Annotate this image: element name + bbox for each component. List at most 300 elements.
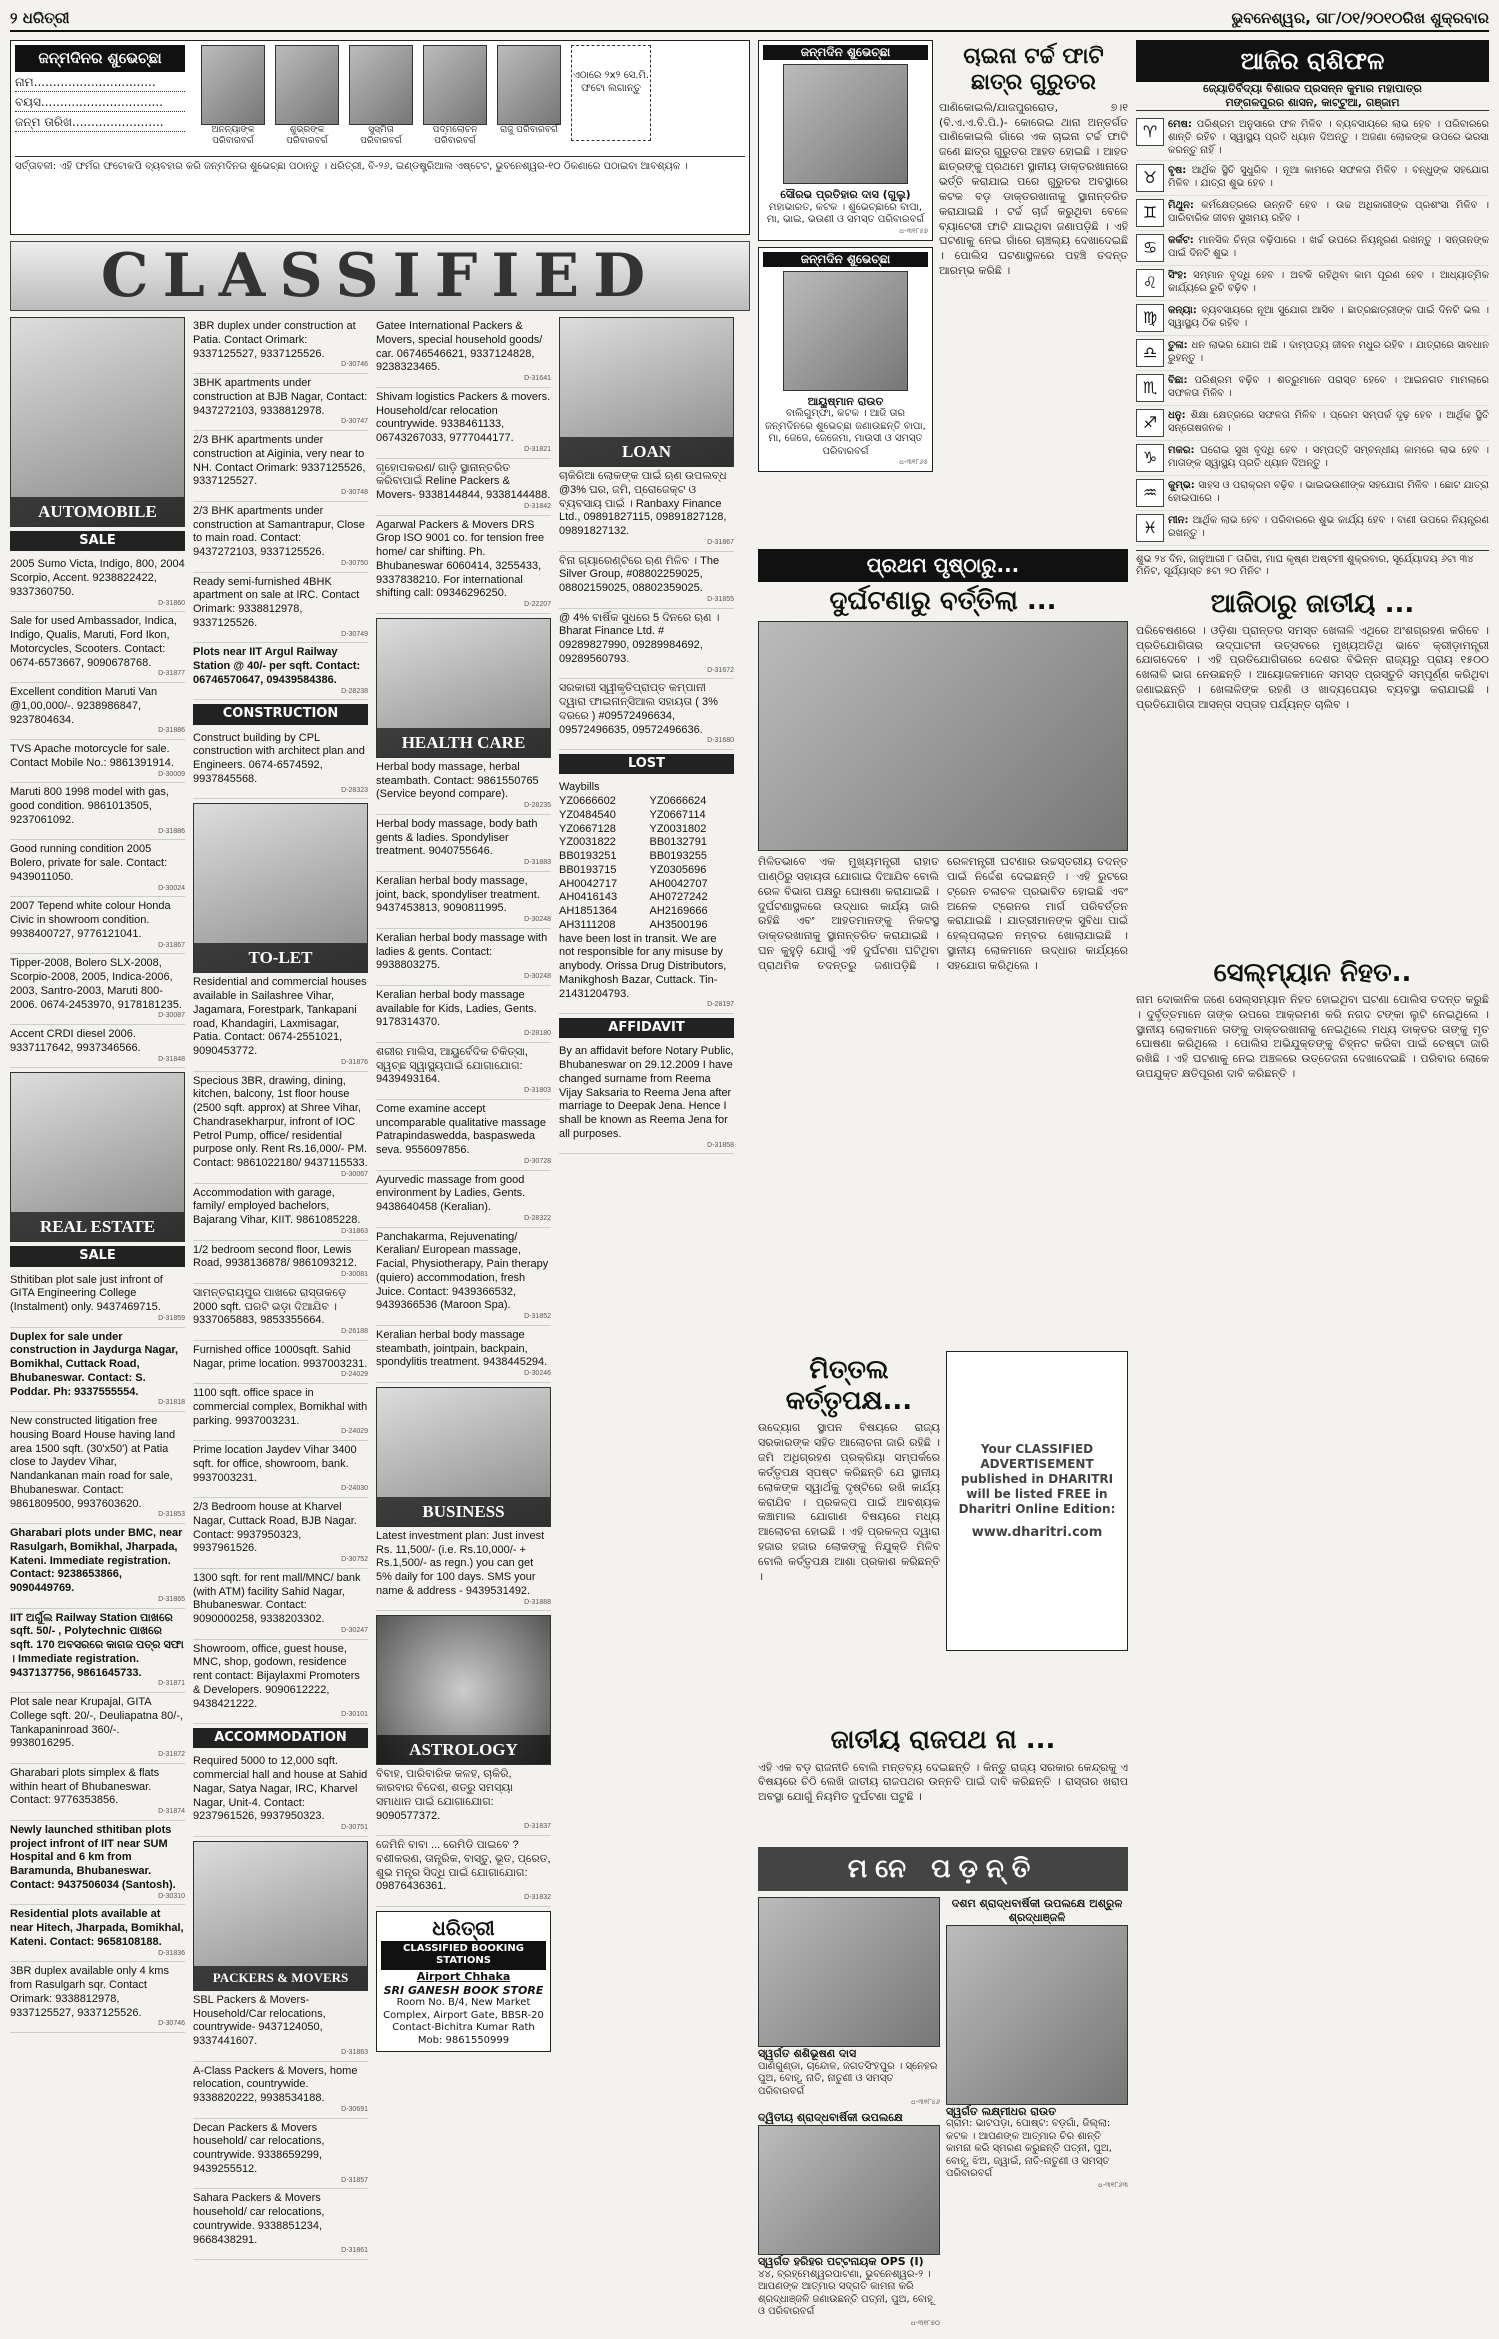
china-title: ଚାଇନା ଟର୍ଚ୍ଚ ଫାଟି ଛାତ୍ର ଗୁରୁତର — [963, 44, 1104, 96]
ad-code: D-30246 — [524, 1370, 551, 1377]
ad-text: Herbal body massage, body bath gents & ladies. Spondyliser treatment. 9040755646. — [376, 817, 538, 858]
ad-code: D-24029 — [341, 1428, 368, 1436]
ad-text: 1/2 bedroom second floor, Lewis Road, 9938136878/ 9861093212. — [193, 1243, 357, 1270]
ad-text: Specious 3BR, drawing, dining, kitchen, balcony, 1st floor house (2500 sqft. approx) at Shree Vihar, Chandrasekharpur, infront of IOC Petrol Pump, office/ residential purpose only. Rent Rs.16,000/- PM. Contact: 9861022180/ 9437115533. — [193, 1074, 368, 1169]
ad-code: D-30081 — [341, 1271, 368, 1278]
ad-text: Plots near IIT Argul Railway Station @ 40/- per sqft. Contact: 06746570647, 09439584386. — [193, 646, 361, 686]
booking-address: Room No. B/4, New Market Complex, Airport Gate, BBSR-20 — [383, 1997, 544, 2021]
rashi-text: ପରିଶ୍ରମ ବଢ଼ିବ । ଶତ୍ରୁମାନେ ପରାସ୍ତ ହେବେ । ଆଇନଗତ ମାମଲାରେ ସଫଳତା ମିଳିବ । — [1168, 374, 1489, 399]
kid-photo — [423, 45, 487, 125]
construction-ads — [193, 729, 368, 800]
automobile-label: AUTOMOBILE — [11, 497, 184, 526]
classified-ad — [193, 2062, 368, 2119]
classified-section — [10, 40, 750, 2330]
classified-ad — [376, 815, 551, 872]
ad-code: D-31672 — [707, 666, 734, 674]
health-care-label: HEALTH CARE — [377, 728, 550, 757]
classified-ad — [376, 986, 551, 1043]
kid-photo-card — [275, 45, 339, 148]
waybill-number: BB0193251 — [559, 850, 617, 862]
birthday-wishes — [758, 40, 933, 541]
apartment-ads — [193, 317, 368, 700]
classified-ad — [10, 1025, 185, 1068]
ad-code: D-28197 — [707, 1001, 734, 1009]
classified-ad — [193, 1441, 368, 1498]
rashi-text: ଶିକ୍ଷା କ୍ଷେତ୍ରରେ ସଫଳତା ମିଳିବ । ପ୍ରେମ ସମ୍ପର୍କ ଦୃଢ଼ ହେବ । ଆର୍ଥିକ ସ୍ଥିତି ସନ୍ତୋଷଜନକ । — [1168, 409, 1489, 434]
obituary-banner: ମନେ ପଡ଼ନ୍ତି — [758, 1847, 1128, 1892]
waybill-number: YZ0666624 — [649, 795, 707, 807]
ad-text: Construct building by CPL construction with architect plan and Engineers. 0674-6574592, 9937845568. — [193, 731, 365, 785]
rashiphala-location: ମଙ୍ଗଳପୁରର ଶାସନ, କାଟ୍ଟୁଆ, ଗଞ୍ଜାମ — [1136, 96, 1489, 111]
ad-code: D-30310 — [158, 1892, 185, 1900]
packers-image — [193, 1841, 368, 1991]
mittal-title: ମିତ୍ତଲ କର୍ତ୍ତୃପକ୍ଷ... — [785, 1354, 913, 1417]
rashi-name: ଧନୁ: — [1168, 409, 1191, 421]
china-text: ପାଣିକୋଇଲି/ଯାଜପୁରରୋଡ, ୭।୧ (ବି.ଏ.ଏ.ବି.ପି.)- କୋରେଇ ଥାନା ଅନ୍ତର୍ଗତ ପାଣିକୋଇଲି ଗାଁରେ ଏକ ଚାଇନା ଟର୍ଚ୍ଚ ଫାଟି ଜଣେ ଛାତ୍ର ଗୁରୁତର ଆହତ ହୋଇଛି । ଆହତ ଛାତ୍ରଙ୍କୁ ପ୍ରଥମେ ସ୍ଥାନୀୟ ଡାକ୍ତରଖାନାରେ ଭର୍ତ୍ତି କରାଯାଇ ପରେ ଗୁରୁତର ଅବସ୍ଥାରେ କଟକ ବଡ଼ ଡାକ୍ତରଖାନାକୁ ସ୍ଥାନାନ୍ତରିତ କରାଯାଇଛି । ଟର୍ଚ୍ଚ ଚାର୍ଜ କରୁଥିବା ବେଳେ ବ୍ୟାଟେରୀ ଫାଟି ଯାଇଥିବା ଜଣାପଡ଼ିଛି । ଏହି ଘଟଣାକୁ ନେଇ ଗାଁରେ ଚାଞ୍ଚଲ୍ୟ ଦେଖାଦେଇଛି । ପୋଲିସ ଘଟଣାସ୍ଥଳରେ ପହଞ୍ଚି ତଦନ୍ତ ଆରମ୍ଭ କରିଛି । — [939, 100, 1128, 278]
ad-code: D-30746 — [158, 2020, 185, 2028]
classified-col-3 — [376, 317, 551, 2317]
lost-footer: have been lost in transit. We are not responsible for any misuse by anybody. Orissa Drug Distributors, Manikghosh Bazar, Cuttack. Tin-21431204793. — [559, 932, 727, 1000]
form-terms: ସର୍ତ୍ତାବଳୀ: ଏହି ଫର୍ମର ଫଟୋକପି ବ୍ୟବହାର କରି ଜନ୍ମଦିନର ଶୁଭେଚ୍ଛା ପଠାନ୍ତୁ । ଧରିତ୍ରୀ, ବି-୨୬, ଇଣ୍ଡଷ୍ଟ୍ରିଆଲ ଏଷ୍ଟେଟ, ଭୁବନେଶ୍ୱର-୧୦ ଠିକଣାରେ ପଠାଇବା ଆବଶ୍ୟକ । — [15, 156, 745, 174]
health-care-ads — [376, 758, 551, 1383]
loan-image — [559, 317, 734, 467]
ad-text: Residential plots available at near Hitech, Jharpada, Bomikhal, Kateni. Contact: 9658108188. — [10, 1908, 184, 1948]
zodiac-icon: ♒ — [1136, 479, 1164, 507]
accommodation-ads — [193, 1752, 368, 1837]
sale-heading: SALE — [10, 531, 185, 551]
obituary-title: ଦଶମ ଶ୍ରାଦ୍ଧବାର୍ଷିକୀ ଉପଲକ୍ଷେ ଅଶ୍ରୁଳ ଶ୍ରଦ୍ଧାଞ୍ଜଳି — [951, 1897, 1123, 1924]
waybill-number: AH2169666 — [649, 905, 708, 917]
zodiac-icon: ♎ — [1136, 339, 1164, 367]
rashi-item — [1136, 371, 1489, 406]
rashi-text: ଆର୍ଥିକ ସ୍ଥିତି ସୁଧୁରିବ । ନୂଆ କାମରେ ସଫଳତା ମିଳିବ । ବନ୍ଧୁଙ୍କ ସହଯୋଗ ମିଳିବ । ଯାତ୍ରା ଶୁଭ ହେବ । — [1168, 164, 1489, 189]
ad-text: Ready semi-furnished 4BHK apartment on sale at IRC. Contact Orimark: 9338812978, 9337125526. — [193, 575, 360, 629]
kid-photo-card — [349, 45, 413, 148]
news-section — [758, 40, 1128, 2330]
ad-text: Gharabari plots simplex & flats within heart of Bhubaneswar. Contact: 9776353856. — [10, 1766, 160, 1807]
classified-ad — [10, 954, 185, 1025]
zodiac-icon: ♊ — [1136, 199, 1164, 227]
ad-text: Gharabari plots under BMC, near Rasulgarh, Bomikhal, Jharpada, Kateni. Immediate registration. Contact: 9238653866, 9090449769. — [10, 1527, 183, 1594]
health-care-image — [376, 618, 551, 758]
classified-ad — [193, 573, 368, 644]
classified-ad — [10, 555, 185, 612]
ad-code: D-31858 — [707, 1141, 734, 1149]
classified-col-4 — [559, 317, 734, 2317]
classified-col-2 — [193, 317, 368, 2317]
ad-code: D-31863 — [341, 2048, 368, 2056]
lost-waybill-list — [559, 795, 734, 933]
lost-prefix: Waybills — [559, 781, 600, 794]
classified-ad — [376, 1171, 551, 1228]
classified-ad — [559, 609, 734, 680]
real-estate-image — [10, 1072, 185, 1242]
ad-text: Sale for used Ambassador, Indica, Indigo, Qualis, Maruti, Ford Ikon, Motorcycles, Scooters. Contact: 0674-6573667, 9090678768. — [10, 615, 177, 669]
ad-code: D-30009 — [158, 770, 185, 778]
classified-ad — [193, 1498, 368, 1569]
kid-caption: ପଦ୍ମଲୋଚନ ପରିବାରବର୍ଗ — [432, 125, 478, 147]
classified-ad — [376, 1527, 551, 1612]
rashi-text: ଧନ ଲାଭର ଯୋଗ ଅଛି । ଦାମ୍ପତ୍ୟ ଜୀବନ ମଧୁର ରହିବ । ଯାତ୍ରାରେ ସାବଧାନ ରୁହନ୍ତୁ । — [1168, 339, 1489, 364]
ad-text: 2/3 Bedroom house at Kharvel Nagar, Cuttack Road, BJB Nagar. Contact: 9937950323, 9937961526. — [193, 1501, 357, 1555]
obituary-photo — [758, 2125, 940, 2255]
ad-code: D-30101 — [341, 1711, 368, 1719]
ad-text: Prime location Jaydev Vihar 3400 sqft. for office, showroom, bank. 9937003231. — [193, 1444, 357, 1484]
ad-code: D-31842 — [524, 502, 551, 510]
ad-code: D-30749 — [341, 630, 368, 638]
form-field-age[interactable]: ବୟସ................................ — [15, 92, 185, 112]
to-let-image — [193, 803, 368, 973]
waybill-number: AH0727242 — [649, 891, 708, 904]
obituary-code: ଧ-୩୧୮୬୩ — [1098, 2180, 1128, 2189]
classified-ad — [193, 1640, 368, 1725]
ad-text: Keralian herbal body massage with ladies & gents. Contact: 9938803275. — [376, 931, 548, 972]
ad-code: D-30087 — [158, 1012, 185, 1020]
zodiac-icon: ♈ — [1136, 118, 1164, 146]
rashi-item — [1136, 266, 1489, 301]
highway-title: ଜାତୀୟ ରାଜପଥ ନା ... — [830, 1725, 1056, 1756]
classified-ad — [10, 612, 185, 683]
business-image — [376, 1387, 551, 1527]
zodiac-icon: ♋ — [1136, 234, 1164, 262]
classified-col-1 — [10, 317, 185, 2317]
ad-code: D-30248 — [524, 916, 551, 923]
booking-store: SRI GANESH BOOK STORE — [383, 1983, 544, 1997]
ad-text: Herbal body massage, herbal steambath. Contact: 9861550765 (Service beyond compare). — [376, 760, 539, 801]
cellman-title: ସେଲ୍‌ମ୍ୟାନ ନିହତ.. — [1213, 957, 1412, 988]
classified-ad — [10, 683, 185, 740]
accident-photo — [758, 621, 1128, 851]
lost-notice — [559, 778, 734, 1014]
ad-text: Sthitiban plot sale just infront of GITA Engineering College (Instalment) only. 9437469715. — [10, 1273, 163, 1313]
zodiac-icon: ♑ — [1136, 444, 1164, 472]
ad-text: @ 4% ବାର୍ଷିକ ସୁଧରେ 5 ଦିନରେ ଋଣ । Bharat Finance Ltd. # 09289827990, 09289984692, 09289560793. — [559, 611, 720, 665]
wish-title: ଜନ୍ମଦିନ ଶୁଭେଚ୍ଛା — [763, 252, 928, 267]
kid-caption: ଶୁଭ୍ରଙ୍କ ପରିବାରବର୍ଗ — [286, 125, 328, 147]
real-estate-label: REAL ESTATE — [11, 1212, 184, 1241]
ad-code: D-30748 — [341, 489, 368, 496]
ad-text: ସାମନ୍ତରାୟପୁର ପାଖରେ ରାସ୍ତାକଡ଼େ 2000 sqft. ଘରଟି ଭଡ଼ା ଦିଆଯିବ । 9337065883, 9853355664. — [193, 1286, 347, 1327]
classified-ad — [10, 1412, 185, 1524]
ad-text: ବିନା ଗ୍ୟାରେଣ୍ଟିରେ ଋଣ ମିଳିବ । The Silver Group, #08802259025, 08802159025, 08802359025. — [559, 554, 720, 594]
classified-ad — [193, 729, 368, 800]
ad-code: D-31877 — [158, 670, 185, 678]
classified-ad — [10, 1821, 185, 1906]
rashiphala-title: ଆଜିର ରାଶିଫଳ — [1136, 40, 1489, 82]
ad-text: 3BR duplex available only 4 kms from Rasulgarh sqr. Contact Orimark: 9338812978, 9337125527, 9337125526. — [10, 1965, 169, 2019]
rashi-name: ମେଷ: — [1168, 118, 1197, 130]
classified-ad — [376, 388, 551, 459]
classified-ad — [193, 643, 368, 700]
ad-text: 2005 Sumo Victa, Indigo, 800, 2004 Scorpio, Accent. 9238822422, 9337360750. — [10, 558, 185, 598]
rashi-item — [1136, 196, 1489, 231]
classified-ad — [193, 1384, 368, 1441]
form-field-name[interactable]: ନାମ................................ — [15, 72, 185, 92]
ad-text: Maruti 800 1998 model with gas, good condition. 9861013505, 9237061092. — [10, 786, 169, 826]
kid-photo-card — [423, 45, 487, 148]
ad-text: Keralian herbal body massage steambath, jointpain, backpain, spondylitis treatment. 9438445294. — [376, 1328, 548, 1369]
classified-ad — [10, 1905, 185, 1962]
ad-code: D-31876 — [341, 1058, 368, 1066]
ad-text: 2/3 BHK apartments under construction at Aiginia, very near to NH. Contact Orimark: 9337125526, 9337125527. — [193, 434, 366, 488]
affidavit-text: By an affidavit before Notary Public, Bhubaneswar on 29.12.2009 I have changed surname from Reema Vijay Saksaria to Reema Jena after marriage to Deepak Jena. Hence I shall be known as Reema Jena for all purposes. — [559, 1045, 734, 1140]
ad-code: D-31871 — [158, 1680, 185, 1688]
classified-ad — [193, 1241, 368, 1284]
ad-code: D-31680 — [707, 737, 734, 745]
free-note-url[interactable]: www.dharitri.com — [971, 1524, 1103, 1540]
ad-text: Come examine accept uncomparable qualitative massage Patrapindaswedda, baspasweda seva. 9556097856. — [376, 1102, 546, 1156]
classified-ad — [376, 929, 551, 986]
ad-text: ଜେମିନି ବାବା ... ରେମିଡି ପାଇବେ ? ବଶୀକରଣ, ତାନ୍ତ୍ରିକ, ବାସ୍ତୁ, ଭୂତ, ପ୍ରେତ, ଶୁଭ ମନ୍ତ୍ର ସିଦ୍ଧି ପାଇଁ ଯୋଗାଯୋଗ: 09876436361. — [376, 1839, 551, 1893]
ad-code: D-31857 — [341, 2176, 368, 2184]
birthday-form — [10, 40, 750, 235]
ad-text: SBL Packers & Movers-Household/Car relocations, countrywide- 9437124050, 9337441607. — [193, 1993, 326, 2047]
classified-ad — [10, 1764, 185, 1821]
wish-text: ମହାଭାରତ, କଟକ । ଶୁଭେଚ୍ଛାରେ ବାପା, ମା, ଭାଇ, ଭଉଣୀ ଓ ସମସ୍ତ ପରିବାରବର୍ଗ — [766, 201, 925, 226]
zodiac-icon: ♉ — [1136, 164, 1164, 192]
wish-code: ଧ-୩୧୮୫୭ — [899, 226, 928, 235]
loan-ads — [559, 467, 734, 750]
national-title: ଆଜିଠାରୁ ଜାତୀୟ ... — [1210, 588, 1415, 619]
wish-photo — [783, 271, 908, 391]
ad-text: ଗୃହୋପକରଣ/ ଗାଡ଼ି ସ୍ଥାନାନ୍ତରିତ କରିବାପାଇଁ Reline Packers & Movers- 9338144844, 9338144488. — [376, 461, 551, 501]
automobile-image — [10, 317, 185, 527]
rashiphala-section — [1136, 40, 1489, 2330]
classified-ad — [376, 459, 551, 516]
kid-photo-card — [201, 45, 265, 148]
ad-code: D-30024 — [158, 884, 185, 892]
classified-ad — [559, 552, 734, 609]
ad-code: D-28238 — [341, 687, 368, 695]
ad-text: ଶରୀର ମାଲିସ, ଆୟୁର୍ବେଦିକ ଚିକିତ୍ସା, ସ୍ୱଚ୍ଛ ସ୍ୱାସ୍ଥ୍ୟପାଇଁ ଯୋଗାଯୋଗ: 9439493164. — [376, 1045, 528, 1086]
ad-code: D-31803 — [524, 1087, 551, 1094]
classified-ad — [193, 431, 368, 502]
rashi-text: କର୍ମକ୍ଷେତ୍ରରେ ଉନ୍ନତି ହେବ । ଉଚ୍ଚ ଅଧିକାରୀଙ୍କ ପ୍ରଶଂସା ମିଳିବ । ପାରିବାରିକ ଜୀବନ ସୁଖମୟ ରହିବ । — [1168, 199, 1489, 224]
ad-code: D-30750 — [341, 559, 368, 567]
ad-text: A-Class Packers & Movers, home relocation, countrywide. 9338820222, 9938534188. — [193, 2064, 358, 2104]
rashi-text: ଘରୋଇ ସୁଖ ବୃଦ୍ଧି ହେବ । ସମ୍ପତ୍ତି ସମ୍ବନ୍ଧୀୟ କାମରେ ଲାଭ ହେବ । ମାତାଙ୍କ ସ୍ୱାସ୍ଥ୍ୟ ପ୍ରତି ଧ୍ୟାନ ଦିଅନ୍ତୁ । — [1168, 444, 1489, 469]
waybill-number: AH3500196 — [649, 918, 708, 931]
ad-text: 2007 Tepend white colour Honda Civic in showroom condition. 9938400727, 9776121041. — [10, 900, 171, 940]
rashi-item — [1136, 406, 1489, 441]
ad-text: Sahara Packers & Movers household/ car relocations, countrywide. 9338851234, 9668438291. — [193, 2192, 325, 2246]
photo-placeholder: ଏଠାରେ ୨x୨ ସେ.ମି. ଫଟୋ ଲଗାନ୍ତୁ — [571, 45, 651, 141]
rashi-item — [1136, 336, 1489, 371]
classified-ad — [10, 783, 185, 840]
rashi-name: ସିଂହ: — [1168, 269, 1194, 281]
ad-code: D-28322 — [524, 1214, 551, 1222]
waybill-number: YZ0667114 — [649, 808, 706, 821]
ad-code: D-30247 — [341, 1626, 368, 1634]
ad-text: Furnished office 1000sqft. Sahid Nagar, prime location. 9937003231. — [193, 1343, 368, 1370]
classified-banner: CLASSIFIED — [10, 241, 750, 311]
rashi-name: କୁମ୍ଭ: — [1168, 479, 1199, 491]
movers-ads — [376, 317, 551, 614]
ad-code: D-31821 — [524, 445, 551, 453]
waybill-number: YZ0031822 — [559, 836, 616, 849]
ad-code: D-31836 — [158, 1949, 185, 1957]
free-online-note — [946, 1351, 1128, 1721]
ad-code: D-30752 — [341, 1556, 368, 1563]
rashi-item — [1136, 161, 1489, 196]
obituary-code: ଧ-୩୧୮୭୦ — [910, 2318, 940, 2327]
wish-text: ବାଲିଗୁମ୍ଫା, କଟକ । ଆଜି ତାର ଜନ୍ମଦିନରେ ଶୁଭେଚ୍ଛା ଜଣାଉଛନ୍ତି ବାପା, ମା, ଜେଜେ, ଜେଜେମା, ମାଉସୀ ଓ ସମସ୍ତ ପରିବାରବର୍ଗ — [765, 408, 926, 457]
ad-code: D-31818 — [158, 1399, 185, 1407]
kid-caption: ରାଜୁ ପରିବାରବର୍ଗ — [500, 125, 558, 135]
rashi-name: କନ୍ୟା: — [1168, 304, 1202, 316]
waybill-number: BB0193715 — [559, 863, 617, 876]
rashi-item — [1136, 511, 1489, 546]
ad-text: Accommodation with garage, family/ employed bachelors, Bajarang Vihar, KIIT. 9861085228. — [193, 1186, 361, 1226]
ad-code: D-22207 — [524, 601, 551, 608]
accident-text: ମିଳିତଭାବେ ଏକ ମୁଖ୍ୟମନ୍ତ୍ରୀ ରାହାତ ପାଣ୍ଠିରୁ ସହାୟତା ଯୋଗାଇ ଦିଆଯିବ ବୋଲି ରେଳ ବିଭାଗ ପକ୍ଷରୁ ଘୋଷଣା କରାଯାଇଛି । ଦୁର୍ଘଟଣାସ୍ଥଳରେ ଉଦ୍ଧାର କାର୍ଯ୍ୟ ଜାରି ରହିଛି ଏବଂ ଆହତମାନଙ୍କୁ ନିକଟସ୍ଥ ଡାକ୍ତରଖାନାକୁ ସ୍ଥାନାନ୍ତରିତ କରାଯାଇଛି । ଘନ କୁହୁଡ଼ି ଯୋଗୁଁ ଏହି ଦୁର୍ଘଟଣା ଘଟିଥିବା ପ୍ରାଥମିକ ତଦନ୍ତରୁ ଜଣାପଡ଼ିଛି । ରେଳମନ୍ତ୍ରୀ ଘଟଣାର ଉଚ୍ଚସ୍ତରୀୟ ତଦନ୍ତ ପାଇଁ ନିର୍ଦ୍ଦେଶ ଦେଇଛନ୍ତି । ଏହି ରୁଟରେ ଟ୍ରେନ ଚଳାଚଳ ପ୍ରଭାବିତ ହୋଇଛି ଏବଂ ଅନେକ ଟ୍ରେନର ମାର୍ଗ ପରିବର୍ତ୍ତନ କରାଯାଇଛି । ଯାତ୍ରୀମାନଙ୍କ ସୁବିଧା ପାଇଁ ହେଲ୍ପଲାଇନ ନମ୍ବର ଖୋଲାଯାଇଛି । ସ୍ଥାନୀୟ ଲୋକମାନେ ଉଦ୍ଧାର କାର୍ଯ୍ୟରେ ସହଯୋଗ କରିଥିଲେ । — [758, 854, 1128, 972]
ad-text: Duplex for sale under construction in Jaydurga Nagar, Bomikhal, Cuttack Road, Bhubaneswar. Contact: S. Poddar. Ph: 9337555554. — [10, 1330, 179, 1398]
rashi-text: ଆର୍ଥିକ ଲାଭ ହେବ । ପରିବାରରେ ଶୁଭ କାର୍ଯ୍ୟ ହେବ । ବାଣୀ ଉପରେ ନିୟନ୍ତ୍ରଣ ରଖନ୍ତୁ । — [1168, 514, 1489, 539]
waybill-number: YZ0031802 — [649, 822, 707, 835]
zodiac-icon: ♓ — [1136, 514, 1164, 542]
business-ads — [376, 1527, 551, 1612]
ad-text: Required 5000 to 12,000 sqft. commercial hall and house at Sahid Nagar, Satya Nagar, IRC, Kharvel Nagar, Unit-4. Contact: 9237961526, 9937950323. — [193, 1755, 368, 1823]
ad-code: D-30751 — [341, 1824, 368, 1831]
ad-code: D-31853 — [158, 1511, 185, 1519]
ad-text: Newly launched sthitiban plots project infront of IIT near SUM Hospital and 6 km from Baramunda, Bhubaneswar. Contact: 9437506034 (Santosh). — [10, 1823, 176, 1891]
booking-contact: Contact-Bichitra Kumar Rath Mob: 9861550999 — [392, 2022, 535, 2046]
ad-code: D-26188 — [341, 1328, 368, 1335]
rashi-name: ତୁଳା: — [1168, 339, 1192, 351]
rashi-text: ବ୍ୟବସାୟରେ ନୂଆ ସୁଯୋଗ ଆସିବ । ଛାତ୍ରଛାତ୍ରୀଙ୍କ ପାଇଁ ଦିନଟି ଭଲ । ସ୍ୱାସ୍ଥ୍ୟ ଠିକ ରହିବ । — [1168, 304, 1489, 329]
wish-name: ସୌରଭ ପ୍ରତିହାର ଦାସ (ଗୁଲୁ) — [780, 188, 911, 201]
ad-code: D-28235 — [524, 802, 551, 809]
ad-text: Residential and commercial houses available in Sailashree Vihar, Jagamara, Forestpark, Tankapani road, Khandagiri, Laxmisagar, Patia. Contact: 0674-2551021, 9090453772. — [193, 976, 367, 1057]
zodiac-icon: ♍ — [1136, 304, 1164, 332]
birthday-wish-card — [758, 247, 933, 473]
obituary-right — [946, 1897, 1128, 2327]
waybill-number: YZ0305696 — [649, 863, 707, 876]
loan-label: LOAN — [560, 437, 733, 466]
dateline: ଭୁବନେଶ୍ୱର, ତା୮/୦୧/୨୦୧୦ରିଖ ଶୁକ୍ରବାର — [1231, 8, 1489, 27]
rashi-text: ସମ୍ମାନ ବୃଦ୍ଧି ହେବ । ଅଟକି ରହିଥିବା କାମ ପୂରଣ ହେବ । ଆଧ୍ୟାତ୍ମିକ କାର୍ଯ୍ୟରେ ରୁଚି ବଢ଼ିବ । — [1168, 269, 1489, 294]
ad-text: TVS Apache motorcycle for sale. Contact Mobile No.: 9861391914. — [10, 743, 174, 769]
ad-text: 3BHK apartments under construction at BJB Nagar, Contact: 9437272103, 9338812978. — [193, 377, 368, 417]
real-estate-ads — [10, 1271, 185, 2034]
birthday-wish-card — [758, 40, 933, 241]
ad-text: Keralian herbal body massage, joint, back, spondyliser treatment. 9437453813, 9090811995. — [376, 874, 540, 915]
waybill-number: AH0042717 — [559, 877, 618, 890]
ad-text: Accent CRDI diesel 2006. 9337117642, 9937346566. — [10, 1028, 141, 1054]
rashi-text: ପରିଶ୍ରମ ଅନୁସାରେ ଫଳ ମିଳିବ । ବ୍ୟବସାୟରେ ଲାଭ ହେବ । ପରିବାରରେ ଶାନ୍ତି ରହିବ । ସ୍ୱାସ୍ଥ୍ୟ ପ୍ରତି ଧ୍ୟାନ ଦିଅନ୍ତୁ । ଅଜଣା ଲୋକଙ୍କ ଉପରେ ଭରସା କରନ୍ତୁ ନାହିଁ । — [1168, 118, 1489, 156]
ad-code: D-31865 — [158, 1595, 185, 1603]
ad-code: D-31886 — [158, 827, 185, 835]
ad-text: ସରକାରୀ ସ୍ୱୀକୃତିପ୍ରାପ୍ତ କମ୍ପାନୀ ଦ୍ୱାରା ଫାଇନାନ୍ସିଆଲ ସହାୟତା ( 3% ଦରରେ ) #09572496634, 09572496635, 09572496636. — [559, 682, 718, 736]
classified-ad — [376, 872, 551, 929]
free-note-text: Your CLASSIFIED ADVERTISEMENT published in DHARITRI will be listed FREE in Dharitri Online Edition: — [958, 1441, 1116, 1516]
ad-text: Shivam logistics Packers & movers. Household/car relocation countrywide. 9338461133, 06743267033, 9777044177. — [376, 390, 551, 444]
ad-code: D-31883 — [524, 859, 551, 866]
classified-ad — [10, 1524, 185, 1609]
mittal-story — [758, 1351, 940, 1721]
ad-code: D-31874 — [158, 1808, 185, 1815]
birthday-form-title: ଜନ୍ମଦିନର ଶୁଭେଚ୍ଛା — [15, 45, 185, 72]
classified-ad — [376, 1043, 551, 1100]
free-listing-box — [946, 1351, 1128, 1651]
ad-code: D-31860 — [158, 599, 185, 607]
ad-code: D-30728 — [524, 1157, 551, 1165]
astrology-ads — [376, 1765, 551, 1907]
ad-code: D-31867 — [707, 538, 734, 546]
rashi-name: ବିଛା: — [1168, 374, 1195, 386]
cellman-text: ନାମ ଦୋକାନିକ ଜଣେ ସେଲ୍‌ସମ୍ୟାନ ନିହତ ହୋଇଥିବା ଘଟଣା ପୋଲିସ ତଦନ୍ତ କରୁଛି । ଦୁର୍ବୃତ୍ତମାନେ ତାଙ୍କ ଉପରେ ଆକ୍ରମଣ କରି ନଗଦ ଟଙ୍କା ଲୁଟି ନେଇଥିଲେ । ସ୍ଥାନୀୟ ଲୋକମାନେ ତାଙ୍କୁ ଡାକ୍ତରଖାନାକୁ ନେଇଥିଲେ ମଧ୍ୟ ଡାକ୍ତର ତାଙ୍କୁ ମୃତ ଘୋଷଣା କରିଥିଲେ । ପୋଲିସ ଅଭିଯୁକ୍ତଙ୍କୁ ଚିହ୍ନଟ କରିବା ପାଇଁ ଚେଷ୍ଟା ଜାରି ରଖିଛି । ଏହି ଘଟଣାକୁ ନେଇ ଅଞ୍ଚଳରେ ଉତ୍ତେଜନା ଦେଖାଦେଇଛି । ପରିବାର ଲୋକେ ଉପଯୁକ୍ତ କ୍ଷତିପୂରଣ ଦାବି କରିଛନ୍ତି । — [1136, 992, 1489, 1081]
ad-code: D-30067 — [341, 1170, 368, 1178]
rashi-name: ମିଥୁନ: — [1168, 199, 1202, 211]
classified-ad — [376, 758, 551, 815]
classified-ad — [376, 1326, 551, 1383]
obituary-photo — [946, 1925, 1128, 2105]
booking-station: Airport Chhaka — [416, 1969, 511, 1983]
classified-ad — [10, 1271, 185, 1328]
ad-text: Tipper-2008, Bolero SLX-2008, Scorpio-2008, 2005, Indica-2006, 2003, Santro-2003, Maruti 800-2006. 0674-2453970, 9178181235. — [10, 957, 182, 1011]
classified-ad — [193, 317, 368, 374]
rashi-item — [1136, 441, 1489, 476]
zodiac-icon: ♏ — [1136, 374, 1164, 402]
ad-text: IIT ଅର୍ଗୁଲ Railway Station ପାଖରେ sqft. 50/- , Polytechnic ପାଖରେ sqft. 170 ଅବସରରେ କାଗଜ ପତ୍ର ସଫା । Immediate registration. 9437137756, 9861645733. — [10, 1611, 184, 1679]
ad-text: 1100 sqft. office space in commercial complex, Bomikhal with parking. 9937003231. — [193, 1387, 368, 1427]
classified-ad — [10, 740, 185, 783]
national-text: ପରିବେଷଣରେ । ଓଡ଼ିଶା ପ୍ରାନ୍ତର ସମସ୍ତ ଖେଳାଳି ଏଥିରେ ଅଂଶଗ୍ରହଣ କରିବେ । ପ୍ରତିଯୋଗିତାର ଉଦ୍‌ଘାଟନୀ ଉତ୍ସବରେ ମୁଖ୍ୟଅତିଥି ଭାବେ କ୍ରୀଡ଼ାମନ୍ତ୍ରୀ ଯୋଗଦେବେ । ଏହି ପ୍ରତିଯୋଗିତାରେ ଦେଶର ବିଭିନ୍ନ ରାଜ୍ୟରୁ ପ୍ରାୟ ୧୫୦୦ ଖେଳାଳି ଭାଗ ନେଉଛନ୍ତି । ଆୟୋଜକମାନେ ସମସ୍ତ ପ୍ରସ୍ତୁତି ସମ୍ପୂର୍ଣ୍ଣ କରିଥିବା ଜଣାଇଛନ୍ତି । ଖେଳାଳିଙ୍କ ରହଣି ଓ ଖାଦ୍ୟପେୟର ବ୍ୟବସ୍ଥା କରାଯାଇଛି । ପ୍ରତିଯୋଗିତା ଆସନ୍ତା ସପ୍ତାହ ପର୍ଯ୍ୟନ୍ତ ଚାଲିବ । — [1136, 623, 1489, 711]
ad-code: D-31832 — [524, 1894, 551, 1901]
rashi-text: ସାହସ ଓ ପରାକ୍ରମ ବଢ଼ିବ । ଭାଇଭଉଣୀଙ୍କ ସହଯୋଗ ମିଳିବ । ଛୋଟ ଯାତ୍ରା ହୋଇପାରେ । — [1168, 479, 1489, 504]
kid-photo — [275, 45, 339, 125]
ad-text: Latest investment plan: Just invest Rs. 11,500/- (i.e. Rs.10,000/- + Rs.1,500/- as regn.) you can get 5% daily for 100 days. SMS your name & address - 9439531492. — [376, 1529, 545, 1597]
rashi-name: ମୀନ: — [1168, 514, 1193, 526]
classified-ad — [10, 1693, 185, 1764]
highway-text: ଏହି ଏକ ବଡ଼ ରାଜନୀତି ବୋଲି ମନ୍ତବ୍ୟ ଦେଇଛନ୍ତି । କିନ୍ତୁ ରାଜ୍ୟ ସରକାର କେନ୍ଦ୍ରକୁ ଏ ବିଷୟରେ ଚିଠି ଲେଖି ଜାତୀୟ ରାଜପଥର ଉନ୍ନତି ପାଇଁ ଦାବି କରିଛନ୍ତି । ରାସ୍ତାର ଖରାପ ଅବସ୍ଥା ଯୋଗୁଁ ନିୟମିତ ଦୁର୍ଘଟଣା ଘଟୁଛି । — [758, 1760, 1128, 1804]
classified-ad — [376, 516, 551, 614]
ad-code: D-31848 — [158, 1055, 185, 1063]
form-field-dob[interactable]: ଜନ୍ମ ତାରିଖ........................ — [15, 112, 185, 132]
ad-text: 2/3 BHK apartments under construction at Samantrapur, Close to main road. Contact: 9437272103, 9337125526. — [193, 504, 365, 558]
classified-ad — [376, 1100, 551, 1171]
obituary-name: ସ୍ୱର୍ଗତ ଶଶିଭୂଷଣ ଦାସ — [758, 2047, 857, 2061]
ad-text: Gatee International Packers & Movers, special household goods/ car. 06746546621, 9337124828, 9238323465. — [376, 320, 543, 374]
obituary-left — [758, 1897, 940, 2327]
ad-text: Keralian herbal body massage available for Kids, Ladies, Gents. 9178314370. — [376, 988, 537, 1029]
ad-code: D-30248 — [524, 973, 551, 980]
ad-text: Ayurvedic massage from good environment by Ladies, Gents. 9438640458 (Keralian). — [376, 1173, 526, 1213]
dharitri-logo: ଧରିତ୍ରୀ — [432, 1915, 495, 1940]
ad-code: D-28180 — [524, 1030, 551, 1037]
rashi-text: ମାନସିକ ଚିନ୍ତା ବଢ଼ିପାରେ । ଖର୍ଚ୍ଚ ଉପରେ ନିୟନ୍ତ୍ରଣ ରଖନ୍ତୁ । ସନ୍ତାନଙ୍କ ପାଇଁ ଦିନଟି ଶୁଭ । — [1168, 234, 1489, 259]
classified-ad — [193, 2189, 368, 2260]
waybill-number: AH0042707 — [649, 877, 708, 890]
page-header — [10, 6, 1489, 32]
obituary-text: ୪୪, ବ୍ରହ୍ମେଶ୍ୱରପାଟଣା, ଭୁବନେଶ୍ୱର-୨ । ଆପଣଙ୍କ ଆତ୍ମାର ସଦ୍‌ଗତି କାମନା କରି ଶ୍ରଦ୍ଧାଞ୍ଜଳି ଜଣାଉଛନ୍ତି ପତ୍ନୀ, ପୁଅ, ବୋହୂ ଓ ପରିବାରବର୍ଗ — [758, 2268, 933, 2318]
ad-text: Agarwal Packers & Movers DRS Grop ISO 9001 co. for tension free home/ car shifting. Ph. Bhubaneswar 6060414, 3255433, 9337838210. For international shifting call: 09346296250. — [376, 518, 545, 600]
kid-photo — [201, 45, 265, 125]
ad-text: Good running condition 2005 Bolero, private for sale. Contact: 9439011050. — [10, 843, 168, 883]
kid-photo — [349, 45, 413, 125]
ad-code: D-30747 — [341, 418, 368, 426]
accommodation-heading: ACCOMMODATION — [193, 1728, 368, 1748]
kid-photo-card — [497, 45, 561, 148]
waybill-number: YZ0666602 — [559, 795, 616, 807]
ad-code: D-31859 — [158, 1314, 185, 1322]
classified-ad — [193, 1991, 368, 2062]
ad-text: Decan Packers & Movers household/ car relocations, countrywide. 9338659299, 9439255512. — [193, 2121, 325, 2175]
construction-heading: CONSTRUCTION — [193, 704, 368, 724]
packers-label: PACKERS & MOVERS — [194, 1966, 367, 1990]
ad-text: ବିବାହ, ପାରିବାରିକ କଳହ, ଚାକିରି, କାରବାର ବିଦେଶ, ଶତ୍ରୁ ସମସ୍ୟା ସମାଧାନ ପାଇଁ ଯୋଗାଯୋଗ: 9090577372. — [376, 1768, 513, 1822]
ad-text: 1300 sqft. for rent mall/MNC/ bank (with ATM) facility Sahid Nagar, Bhubaneswar. Contact: 9090000258, 9338203302. — [193, 1571, 361, 1625]
